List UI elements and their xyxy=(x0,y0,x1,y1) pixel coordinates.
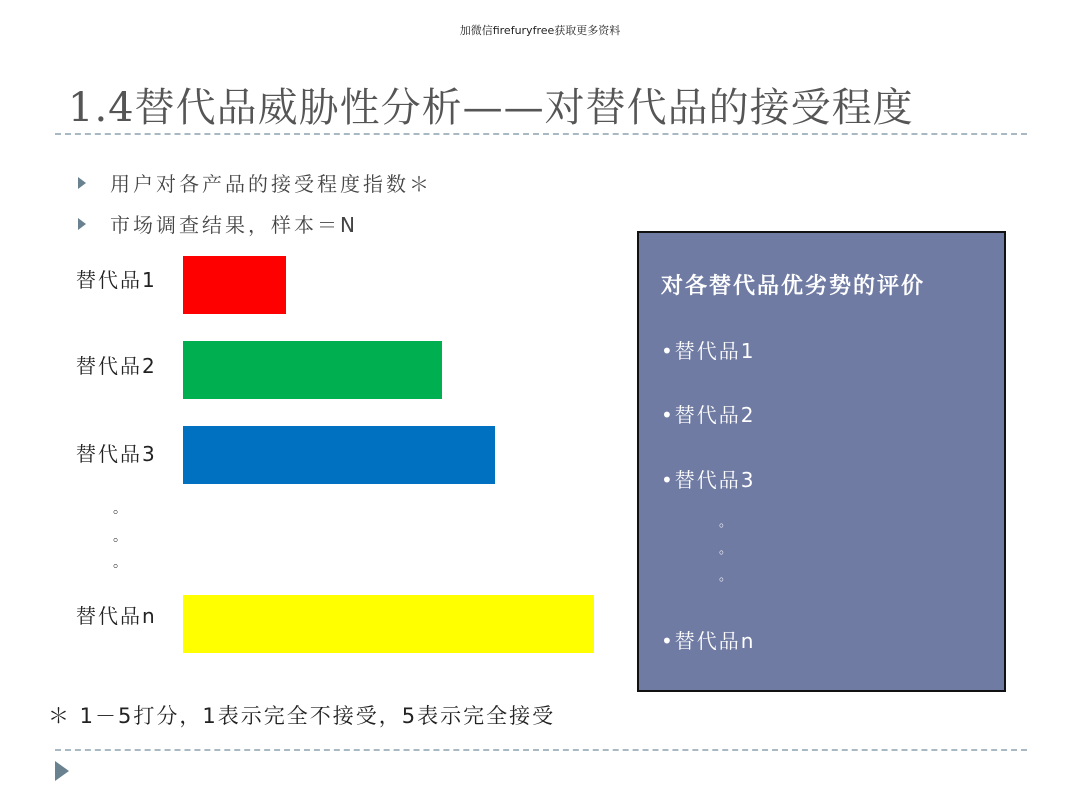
bar-n xyxy=(183,595,594,653)
bullet-triangle-icon xyxy=(78,218,86,230)
bullet-text: 市场调查结果，样本＝N xyxy=(110,213,358,237)
bullet-triangle-icon xyxy=(78,177,86,189)
title-divider xyxy=(55,133,1027,135)
evaluation-panel xyxy=(637,231,1006,692)
bullet-item-1 xyxy=(78,168,432,197)
panel-item-3: •替代品3 xyxy=(661,468,756,492)
footer-divider xyxy=(55,749,1027,751)
panel-ellipsis-dot: 。 xyxy=(719,542,733,557)
panel-ellipsis-dot: 。 xyxy=(719,569,733,584)
bullet-item-2 xyxy=(78,209,358,238)
ellipsis-dot: 。 xyxy=(113,555,127,571)
panel-item-1: •替代品1 xyxy=(661,339,756,363)
bar-1 xyxy=(183,256,286,314)
footnote: ＊ 1－5打分，1表示完全不接受，5表示完全接受 xyxy=(48,704,556,728)
ellipsis-dot: 。 xyxy=(113,529,127,545)
bar-label-3: 替代品3 xyxy=(76,442,157,466)
panel-title: 对各替代品优劣势的评价 xyxy=(661,274,926,299)
bar-2 xyxy=(183,341,442,399)
panel-item-2: •替代品2 xyxy=(661,403,756,427)
bullet-text: 用户对各产品的接受程度指数＊ xyxy=(110,172,432,196)
bar-label-2: 替代品2 xyxy=(76,354,157,378)
watermark-text: 加微信firefuryfree获取更多资料 xyxy=(459,24,621,37)
slide-title: 1.4替代品威胁性分析——对替代品的接受程度 xyxy=(68,85,914,131)
bar-3 xyxy=(183,426,495,484)
bar-label-1: 替代品1 xyxy=(76,268,157,292)
panel-item-n: •替代品n xyxy=(661,629,756,653)
ellipsis-dot: 。 xyxy=(113,501,127,517)
bar-label-n: 替代品n xyxy=(76,604,157,628)
corner-triangle-icon xyxy=(55,761,69,781)
panel-ellipsis-dot: 。 xyxy=(719,515,733,530)
